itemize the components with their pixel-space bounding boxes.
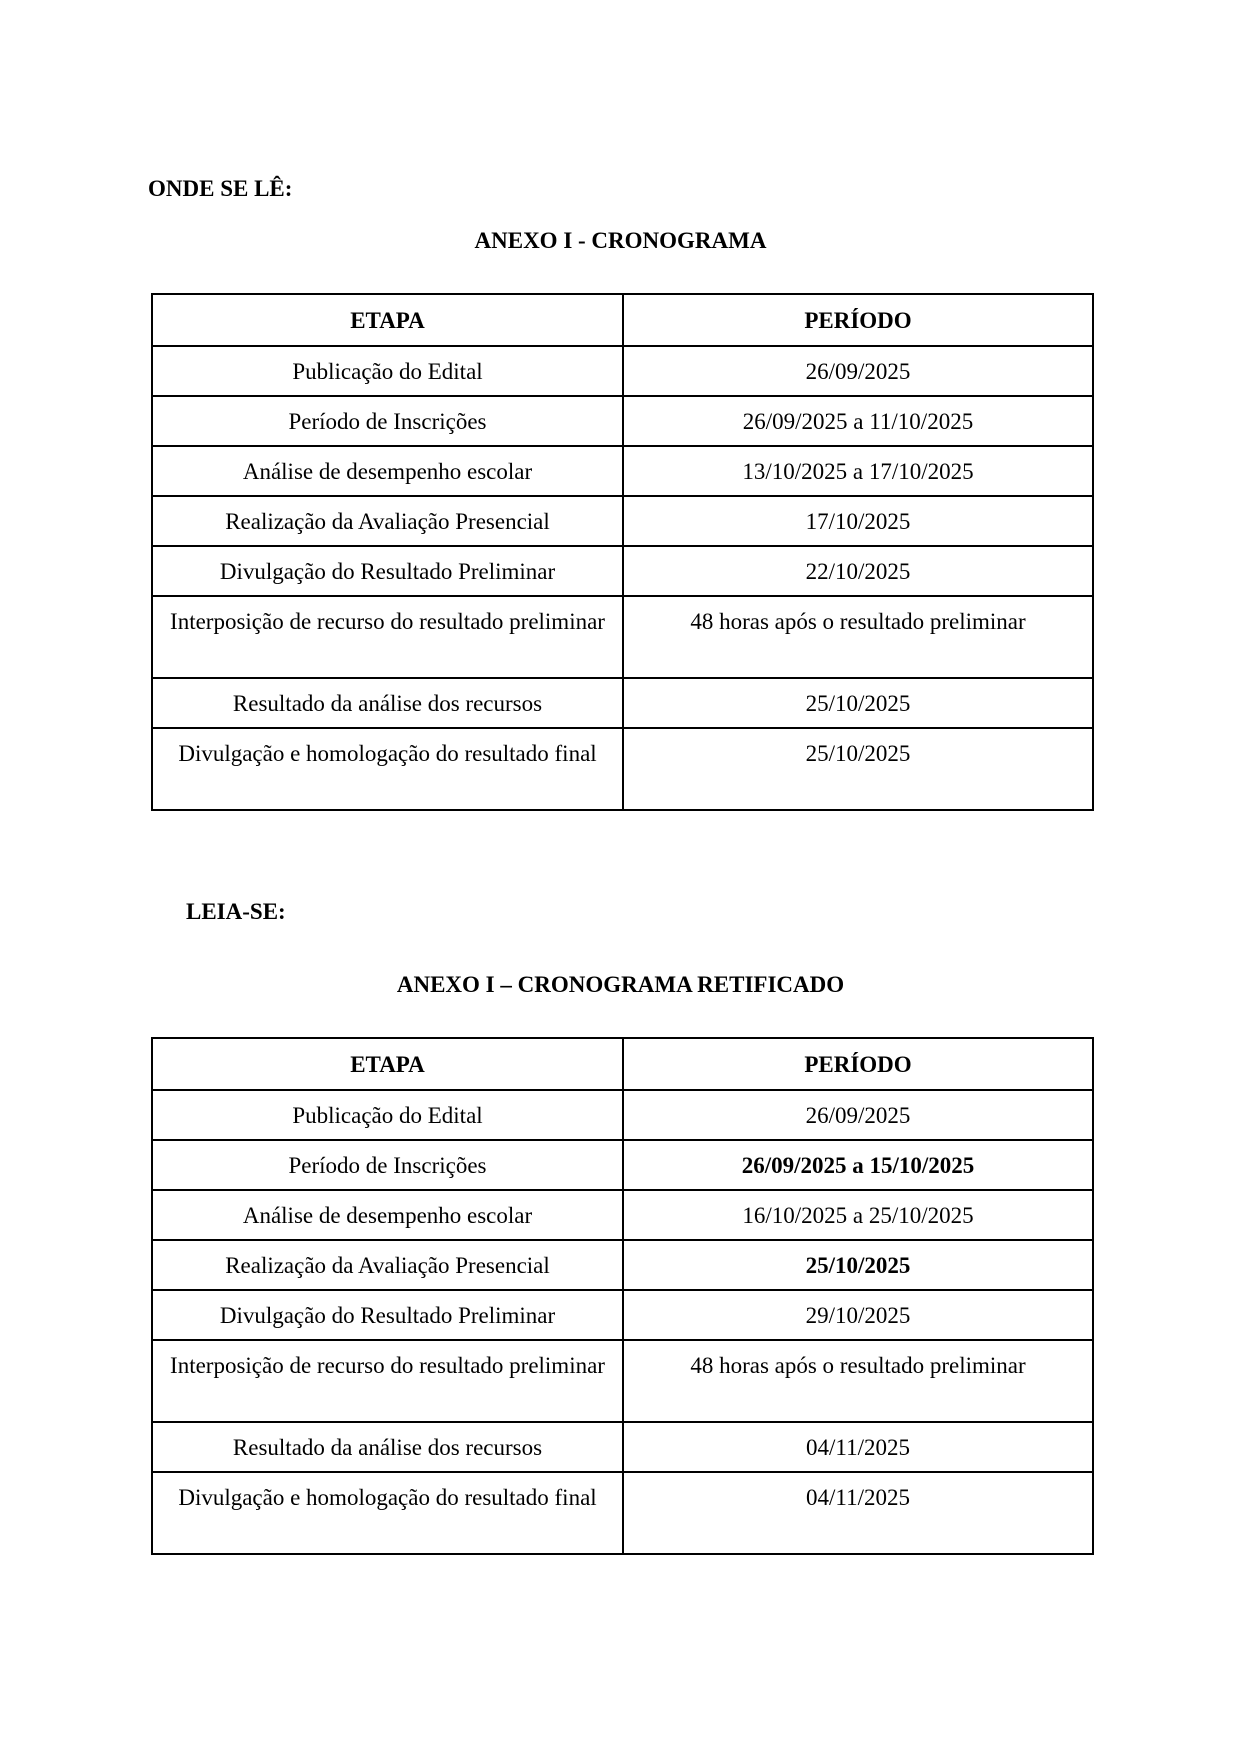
etapa-cell: Período de Inscrições bbox=[152, 396, 623, 446]
periodo-cell: 25/10/2025 bbox=[623, 678, 1093, 728]
table-row bbox=[152, 1290, 1093, 1340]
table-row bbox=[152, 1422, 1093, 1472]
table-row bbox=[152, 1340, 1093, 1422]
etapa-cell: Realização da Avaliação Presencial bbox=[152, 496, 623, 546]
table-row bbox=[152, 1240, 1093, 1290]
etapa-cell: Divulgação do Resultado Preliminar bbox=[152, 1290, 623, 1340]
periodo-cell: 13/10/2025 a 17/10/2025 bbox=[623, 446, 1093, 496]
periodo-cell: 25/10/2025 bbox=[623, 728, 1093, 810]
column-header-etapa: ETAPA bbox=[152, 1038, 623, 1090]
periodo-cell: 26/09/2025 bbox=[623, 346, 1093, 396]
periodo-cell: 48 horas após o resultado preliminar bbox=[623, 1340, 1093, 1422]
periodo-cell: 04/11/2025 bbox=[623, 1472, 1093, 1554]
column-header-etapa: ETAPA bbox=[152, 294, 623, 346]
periodo-cell: 26/09/2025 a 11/10/2025 bbox=[623, 396, 1093, 446]
table-row bbox=[152, 596, 1093, 678]
table-row bbox=[152, 446, 1093, 496]
periodo-cell: 16/10/2025 a 25/10/2025 bbox=[623, 1190, 1093, 1240]
table-header-row bbox=[152, 1038, 1093, 1090]
periodo-cell: 25/10/2025 bbox=[623, 1240, 1093, 1290]
periodo-cell: 17/10/2025 bbox=[623, 496, 1093, 546]
old-schedule-table bbox=[151, 293, 1094, 811]
periodo-cell: 48 horas após o resultado preliminar bbox=[623, 596, 1093, 678]
table-row bbox=[152, 1472, 1093, 1554]
table-row bbox=[152, 1190, 1093, 1240]
new-schedule-table bbox=[151, 1037, 1094, 1555]
periodo-cell: 04/11/2025 bbox=[623, 1422, 1093, 1472]
etapa-cell: Divulgação e homologação do resultado final bbox=[152, 1472, 623, 1554]
onde-se-le-label: ONDE SE LÊ: bbox=[148, 176, 293, 201]
etapa-cell: Publicação do Edital bbox=[152, 1090, 623, 1140]
periodo-cell: 26/09/2025 bbox=[623, 1090, 1093, 1140]
table-header-row bbox=[152, 294, 1093, 346]
table-row bbox=[152, 678, 1093, 728]
column-header-periodo: PERÍODO bbox=[623, 1038, 1093, 1090]
column-header-periodo: PERÍODO bbox=[623, 294, 1093, 346]
table-row bbox=[152, 496, 1093, 546]
table-row bbox=[152, 546, 1093, 596]
etapa-cell: Publicação do Edital bbox=[152, 346, 623, 396]
etapa-cell: Resultado da análise dos recursos bbox=[152, 1422, 623, 1472]
table-row bbox=[152, 1090, 1093, 1140]
etapa-cell: Interposição de recurso do resultado preliminar bbox=[152, 1340, 623, 1422]
leia-se-label: LEIA-SE: bbox=[186, 899, 286, 924]
table-row bbox=[152, 346, 1093, 396]
table-row bbox=[152, 396, 1093, 446]
etapa-cell: Análise de desempenho escolar bbox=[152, 1190, 623, 1240]
etapa-cell: Resultado da análise dos recursos bbox=[152, 678, 623, 728]
etapa-cell: Período de Inscrições bbox=[152, 1140, 623, 1190]
old-schedule-title: ANEXO I - CRONOGRAMA bbox=[474, 228, 767, 253]
periodo-cell: 29/10/2025 bbox=[623, 1290, 1093, 1340]
etapa-cell: Análise de desempenho escolar bbox=[152, 446, 623, 496]
etapa-cell: Realização da Avaliação Presencial bbox=[152, 1240, 623, 1290]
etapa-cell: Divulgação e homologação do resultado final bbox=[152, 728, 623, 810]
periodo-cell: 22/10/2025 bbox=[623, 546, 1093, 596]
table-row bbox=[152, 728, 1093, 810]
etapa-cell: Divulgação do Resultado Preliminar bbox=[152, 546, 623, 596]
periodo-cell: 26/09/2025 a 15/10/2025 bbox=[623, 1140, 1093, 1190]
etapa-cell: Interposição de recurso do resultado preliminar bbox=[152, 596, 623, 678]
table-row bbox=[152, 1140, 1093, 1190]
new-schedule-title: ANEXO I – CRONOGRAMA RETIFICADO bbox=[396, 972, 845, 997]
